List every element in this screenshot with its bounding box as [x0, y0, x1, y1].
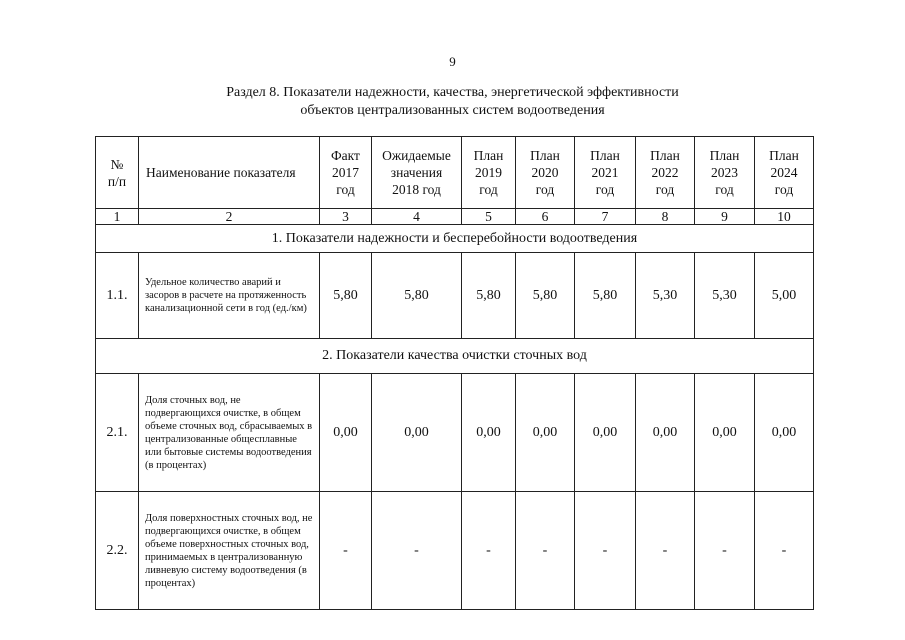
header-col-7: План 2021 год [575, 137, 636, 209]
column-number: 1 [96, 209, 139, 225]
row-value: 0,00 [462, 374, 516, 492]
row-value: 5,80 [516, 253, 575, 339]
column-number: 6 [516, 209, 575, 225]
column-number: 4 [372, 209, 462, 225]
row-value: 5,30 [636, 253, 695, 339]
row-value: 5,80 [372, 253, 462, 339]
section-title [0, 84, 905, 120]
row-value: 5,80 [575, 253, 636, 339]
column-numbers-row [96, 209, 814, 225]
column-number: 8 [636, 209, 695, 225]
header-name: Наименование показателя [139, 137, 320, 209]
section-title-line-2: объектов централизованных систем водоотведения [300, 103, 605, 118]
row-value: - [695, 492, 755, 610]
row-value: 5,80 [462, 253, 516, 339]
row-value: 0,00 [755, 374, 814, 492]
row-name: Удельное количество аварий и засоров в расчете на протяженность канализационной сети в год (ед./км) [139, 253, 320, 339]
column-number: 10 [755, 209, 814, 225]
column-number: 7 [575, 209, 636, 225]
header-col-4: Ожидаемые значения 2018 год [372, 137, 462, 209]
row-value: 5,80 [320, 253, 372, 339]
group-title: 1. Показатели надежности и бесперебойности водоотведения [96, 225, 814, 253]
column-number: 3 [320, 209, 372, 225]
page-number: 9 [449, 54, 456, 69]
row-value: - [372, 492, 462, 610]
row-number: 2.2. [96, 492, 139, 610]
row-value: 0,00 [372, 374, 462, 492]
column-number: 2 [139, 209, 320, 225]
header-col-6: План 2020 год [516, 137, 575, 209]
row-value: 0,00 [320, 374, 372, 492]
group-row-quality [96, 339, 814, 374]
header-col-10: План 2024 год [755, 137, 814, 209]
row-value: 0,00 [636, 374, 695, 492]
row-value: - [516, 492, 575, 610]
header-num: № п/п [96, 137, 139, 209]
indicators-table [95, 136, 814, 610]
row-value: - [462, 492, 516, 610]
row-name: Доля поверхностных сточных вод, не подвергающихся очистке, в общем объеме поверхностных сточных вод, принимаемых в централизованную ливневую систему водоотведения (в процентах) [139, 492, 320, 610]
column-number: 5 [462, 209, 516, 225]
row-value: 5,00 [755, 253, 814, 339]
row-value: - [755, 492, 814, 610]
row-number: 2.1. [96, 374, 139, 492]
table-row [96, 492, 814, 610]
header-col-5: План 2019 год [462, 137, 516, 209]
row-value: - [636, 492, 695, 610]
row-value: 0,00 [695, 374, 755, 492]
column-number: 9 [695, 209, 755, 225]
table-row [96, 374, 814, 492]
row-value: - [320, 492, 372, 610]
table-row [96, 253, 814, 339]
row-value: 0,00 [516, 374, 575, 492]
section-title-line-1: Раздел 8. Показатели надежности, качества, энергетической эффективности [226, 85, 679, 100]
header-col-8: План 2022 год [636, 137, 695, 209]
header-col-9: План 2023 год [695, 137, 755, 209]
table-header-row [96, 137, 814, 209]
group-title: 2. Показатели качества очистки сточных вод [96, 339, 814, 374]
row-name: Доля сточных вод, не подвергающихся очистке, в общем объеме сточных вод, сбрасываемых в централизованные общесплавные или бытовые системы водоотведения (в процентах) [139, 374, 320, 492]
row-value: 5,30 [695, 253, 755, 339]
header-col-3: Факт 2017 год [320, 137, 372, 209]
row-value: 0,00 [575, 374, 636, 492]
row-number: 1.1. [96, 253, 139, 339]
row-value: - [575, 492, 636, 610]
group-row-reliability [96, 225, 814, 253]
